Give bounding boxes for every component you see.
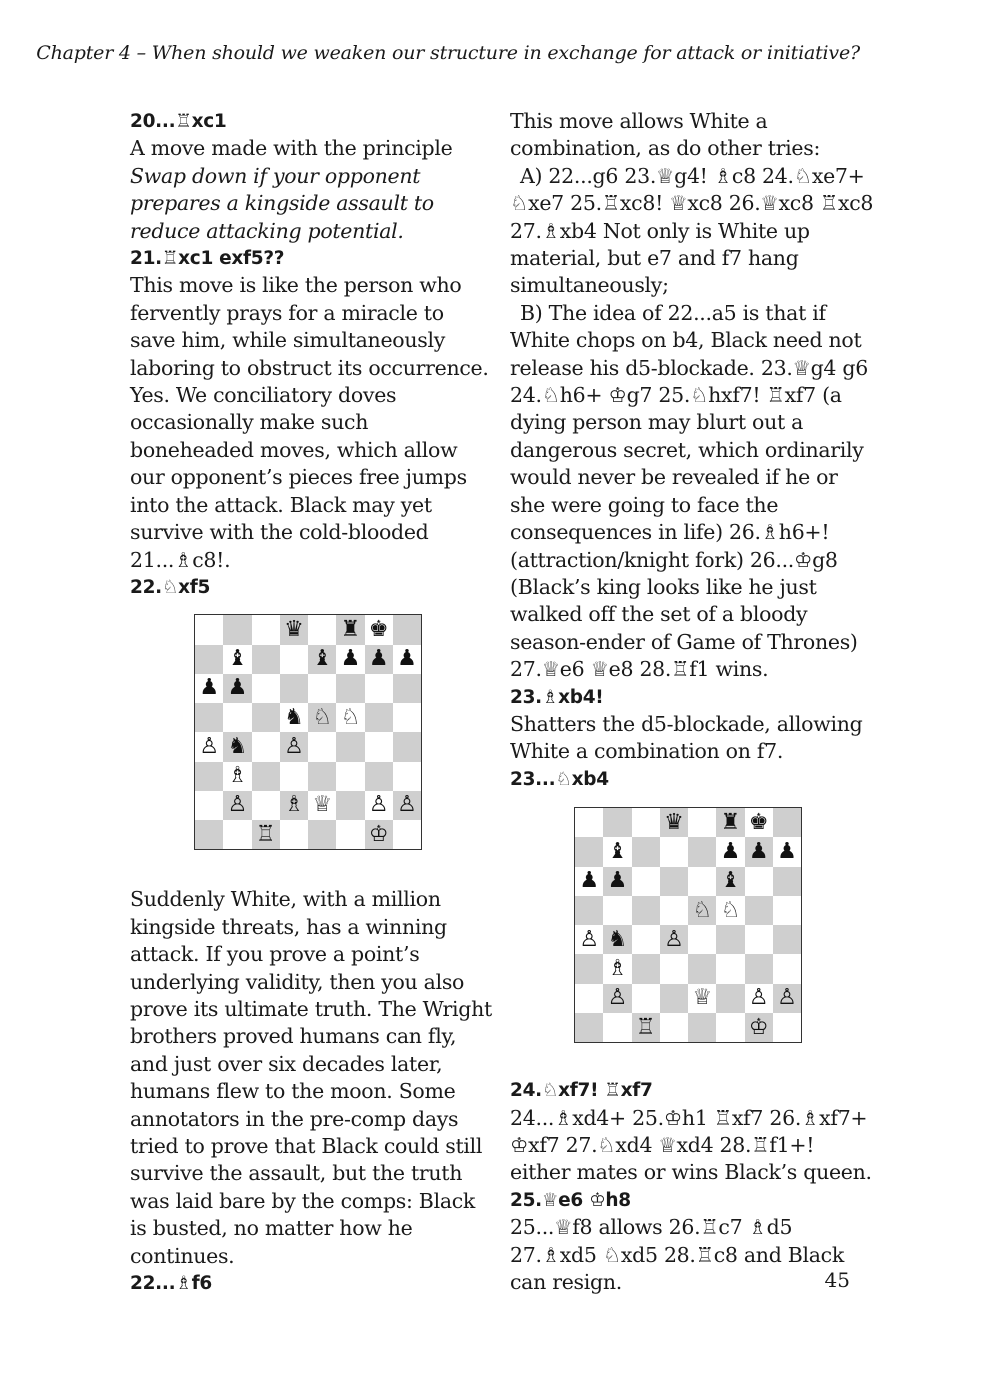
paragraph-text: A move made with the principle — [130, 136, 453, 161]
move-heading-23: 23.♗xb4! — [510, 686, 604, 708]
board-square — [716, 925, 744, 954]
principle-quote: Swap down if your opponent prepares a kingside assault to reduce attacking potential. — [130, 163, 434, 243]
paragraph: 25...♕f8 allows 26.♖c7 ♗d5 27.♗xd5 ♘xd5 28.♖c8 and Black can resign. — [510, 1215, 844, 1294]
board-square — [308, 820, 336, 849]
variation-a: A) 22...g6 23.♕g4! ♗c8 24.♘xe7+ ♘xe7 25.♖xc8! ♕xc8 26.♕xc8 ♖xc8 27.♗xb4 Not only is White up material, but e7 and f7 hang simultaneously; — [510, 163, 874, 298]
board-square — [308, 732, 336, 761]
board-square — [632, 867, 660, 896]
board-square — [660, 1013, 688, 1042]
board-square — [336, 732, 364, 761]
board-square: ♙ — [280, 732, 308, 761]
board-square: ♟ — [393, 645, 421, 674]
board-square — [252, 615, 280, 644]
board-square: ♟ — [223, 674, 251, 703]
board-square — [660, 984, 688, 1013]
board-square — [632, 954, 660, 983]
board-square — [716, 1013, 744, 1042]
board-square: ♔ — [745, 1013, 773, 1042]
move-heading-22b: 22...♗f6 — [130, 1273, 212, 1294]
board-square — [252, 762, 280, 791]
move-heading-24: 24.♘xf7! ♖xf7 — [510, 1080, 653, 1102]
paragraph: Shatters the d5-blockade, allowing White a combination on f7. — [510, 711, 863, 764]
paragraph: This move is like the person who fervently prays for a miracle to save him, while simultaneously laboring to obstruct its occurrence. Yes. We conciliatory doves occasionally make such boneheaded moves, which allow our opponent’s pieces free jumps into the attack. Black may yet survive with the cold-blooded 21...♗c8!. — [130, 273, 489, 572]
board-square — [195, 615, 223, 644]
board-square — [745, 954, 773, 983]
board-square — [773, 1013, 801, 1042]
board-square — [252, 645, 280, 674]
board-square — [223, 703, 251, 732]
board-square — [688, 925, 716, 954]
board-square: ♗ — [280, 791, 308, 820]
board-square: ♙ — [575, 925, 603, 954]
board-square — [308, 674, 336, 703]
board-square — [575, 984, 603, 1013]
board-square — [745, 925, 773, 954]
board-square: ♞ — [603, 925, 631, 954]
board-square — [660, 867, 688, 896]
board-square — [280, 762, 308, 791]
board-square: ♟ — [773, 837, 801, 866]
board-square — [393, 820, 421, 849]
board-square — [660, 954, 688, 983]
move-heading-21: 21.♖xc1 exf5?? — [130, 248, 285, 270]
board-square: ♙ — [223, 791, 251, 820]
board-square — [393, 615, 421, 644]
board-square: ♔ — [365, 820, 393, 849]
board-square — [745, 867, 773, 896]
board-square — [632, 896, 660, 925]
board-square — [773, 808, 801, 837]
board-square — [745, 896, 773, 925]
board-square: ♞ — [280, 703, 308, 732]
board-square — [393, 703, 421, 732]
board-square: ♞ — [223, 732, 251, 761]
diagram-area — [130, 601, 495, 886]
board-square: ♟ — [336, 645, 364, 674]
board-square — [575, 808, 603, 837]
board-square — [223, 615, 251, 644]
paragraph: Suddenly White, with a million kingside threats, has a winning attack. If you prove a point’s underlying validity, then you also prove its ultimate truth. The Wright brothers proved humans can fly, and just over six decades later, humans flew to the moon. Some annotators in the pre-comp days tried to prove that Black could still survive the assault, but the truth was laid bare by the comps: Black is busted, no matter how he continues. — [130, 887, 492, 1268]
board-square: ♝ — [603, 837, 631, 866]
board-square — [393, 762, 421, 791]
board-square — [716, 954, 744, 983]
board-square — [365, 762, 393, 791]
board-square: ♚ — [745, 808, 773, 837]
board-square — [773, 954, 801, 983]
board-square: ♛ — [280, 615, 308, 644]
board-square — [575, 1013, 603, 1042]
board-square: ♙ — [745, 984, 773, 1013]
board-square — [632, 984, 660, 1013]
board-square: ♕ — [688, 984, 716, 1013]
board-square — [575, 837, 603, 866]
board-square — [660, 896, 688, 925]
move-heading-22: 22.♘xf5 — [130, 576, 211, 598]
board-square: ♝ — [308, 645, 336, 674]
board-square — [336, 791, 364, 820]
board-square — [632, 925, 660, 954]
paragraph: This move allows White a combination, as do other tries: — [510, 109, 821, 161]
board-square: ♙ — [393, 791, 421, 820]
board-square — [195, 703, 223, 732]
board-square: ♖ — [632, 1013, 660, 1042]
board-square: ♘ — [336, 703, 364, 732]
variation-b: B) The idea of 22...a5 is that if White chops on b4, Black need not release his d5-blockade. 23.♕g4 g6 24.♘h6+ ♔g7 25.♘hxf7! ♖xf7 (a dying person may blurt out a dangerous secret, which ordinarily would never be revealed if he or she were going to face the consequences in life) 26.♗h6+! (attraction/knight fork) 26...♔g8 (Black’s king looks like he just walked off the set of a bloody season-ender of Game of Thrones) 27.♕e6 ♕e8 28.♖f1 wins. — [510, 300, 868, 682]
board-square — [603, 808, 631, 837]
board-square: ♟ — [575, 867, 603, 896]
board-square: ♘ — [716, 896, 744, 925]
chess-board-diagram-1 — [194, 614, 422, 850]
board-square — [195, 791, 223, 820]
board-square — [393, 674, 421, 703]
board-square: ♖ — [252, 820, 280, 849]
board-square — [252, 732, 280, 761]
right-column — [510, 108, 875, 1296]
board-square — [308, 615, 336, 644]
board-square: ♟ — [195, 674, 223, 703]
board-square — [365, 674, 393, 703]
board-square: ♜ — [336, 615, 364, 644]
board-square — [252, 674, 280, 703]
board-square: ♜ — [716, 808, 744, 837]
board-square — [603, 1013, 631, 1042]
board-square — [280, 820, 308, 849]
board-square: ♗ — [603, 954, 631, 983]
board-square: ♟ — [603, 867, 631, 896]
board-square — [195, 762, 223, 791]
move-heading-23b: 23...♘xb4 — [510, 768, 609, 790]
paragraph — [130, 135, 495, 245]
board-square: ♟ — [365, 645, 393, 674]
board-square — [365, 732, 393, 761]
board-square — [603, 896, 631, 925]
board-square — [365, 703, 393, 732]
board-square — [195, 820, 223, 849]
board-square — [252, 703, 280, 732]
board-square — [223, 820, 251, 849]
board-square — [336, 762, 364, 791]
page-number: 45 — [824, 1268, 850, 1292]
board-square — [393, 732, 421, 761]
board-square: ♝ — [716, 867, 744, 896]
diagram-area — [510, 793, 875, 1077]
board-square: ♘ — [308, 703, 336, 732]
board-square: ♙ — [365, 791, 393, 820]
paragraph: 24...♗xd4+ 25.♔h1 ♖xf7 26.♗xf7+ ♔xf7 27.♘xd4 ♕xd4 28.♖f1+! either mates or wins Black’s queen. — [510, 1105, 872, 1185]
board-square — [336, 674, 364, 703]
board-square: ♘ — [688, 896, 716, 925]
board-square: ♟ — [745, 837, 773, 866]
board-square: ♙ — [195, 732, 223, 761]
board-square — [688, 1013, 716, 1042]
board-square — [773, 896, 801, 925]
board-square — [688, 837, 716, 866]
board-square — [773, 925, 801, 954]
board-square: ♙ — [773, 984, 801, 1013]
board-square — [280, 645, 308, 674]
board-square — [773, 867, 801, 896]
board-square — [716, 984, 744, 1013]
board-square — [688, 954, 716, 983]
board-square — [688, 808, 716, 837]
board-square — [252, 791, 280, 820]
board-square: ♙ — [660, 925, 688, 954]
board-square: ♚ — [365, 615, 393, 644]
board-square — [308, 762, 336, 791]
board-square — [575, 896, 603, 925]
board-square — [688, 867, 716, 896]
board-square: ♗ — [223, 762, 251, 791]
board-square — [575, 954, 603, 983]
board-square — [632, 808, 660, 837]
board-square — [336, 820, 364, 849]
board-square: ♕ — [308, 791, 336, 820]
board-square: ♟ — [716, 837, 744, 866]
board-square: ♝ — [223, 645, 251, 674]
running-head: Chapter 4 – When should we weaken our structure in exchange for attack or initiative? — [36, 42, 860, 64]
board-square — [660, 837, 688, 866]
left-column — [130, 108, 495, 1297]
board-square — [632, 837, 660, 866]
board-square — [280, 674, 308, 703]
board-square: ♙ — [603, 984, 631, 1013]
chess-board-diagram-2 — [574, 807, 802, 1043]
move-heading-25: 25.♕e6 ♔h8 — [510, 1189, 631, 1211]
move-heading-20: 20...♖xc1 — [130, 111, 227, 132]
board-square: ♛ — [660, 808, 688, 837]
board-square — [195, 645, 223, 674]
